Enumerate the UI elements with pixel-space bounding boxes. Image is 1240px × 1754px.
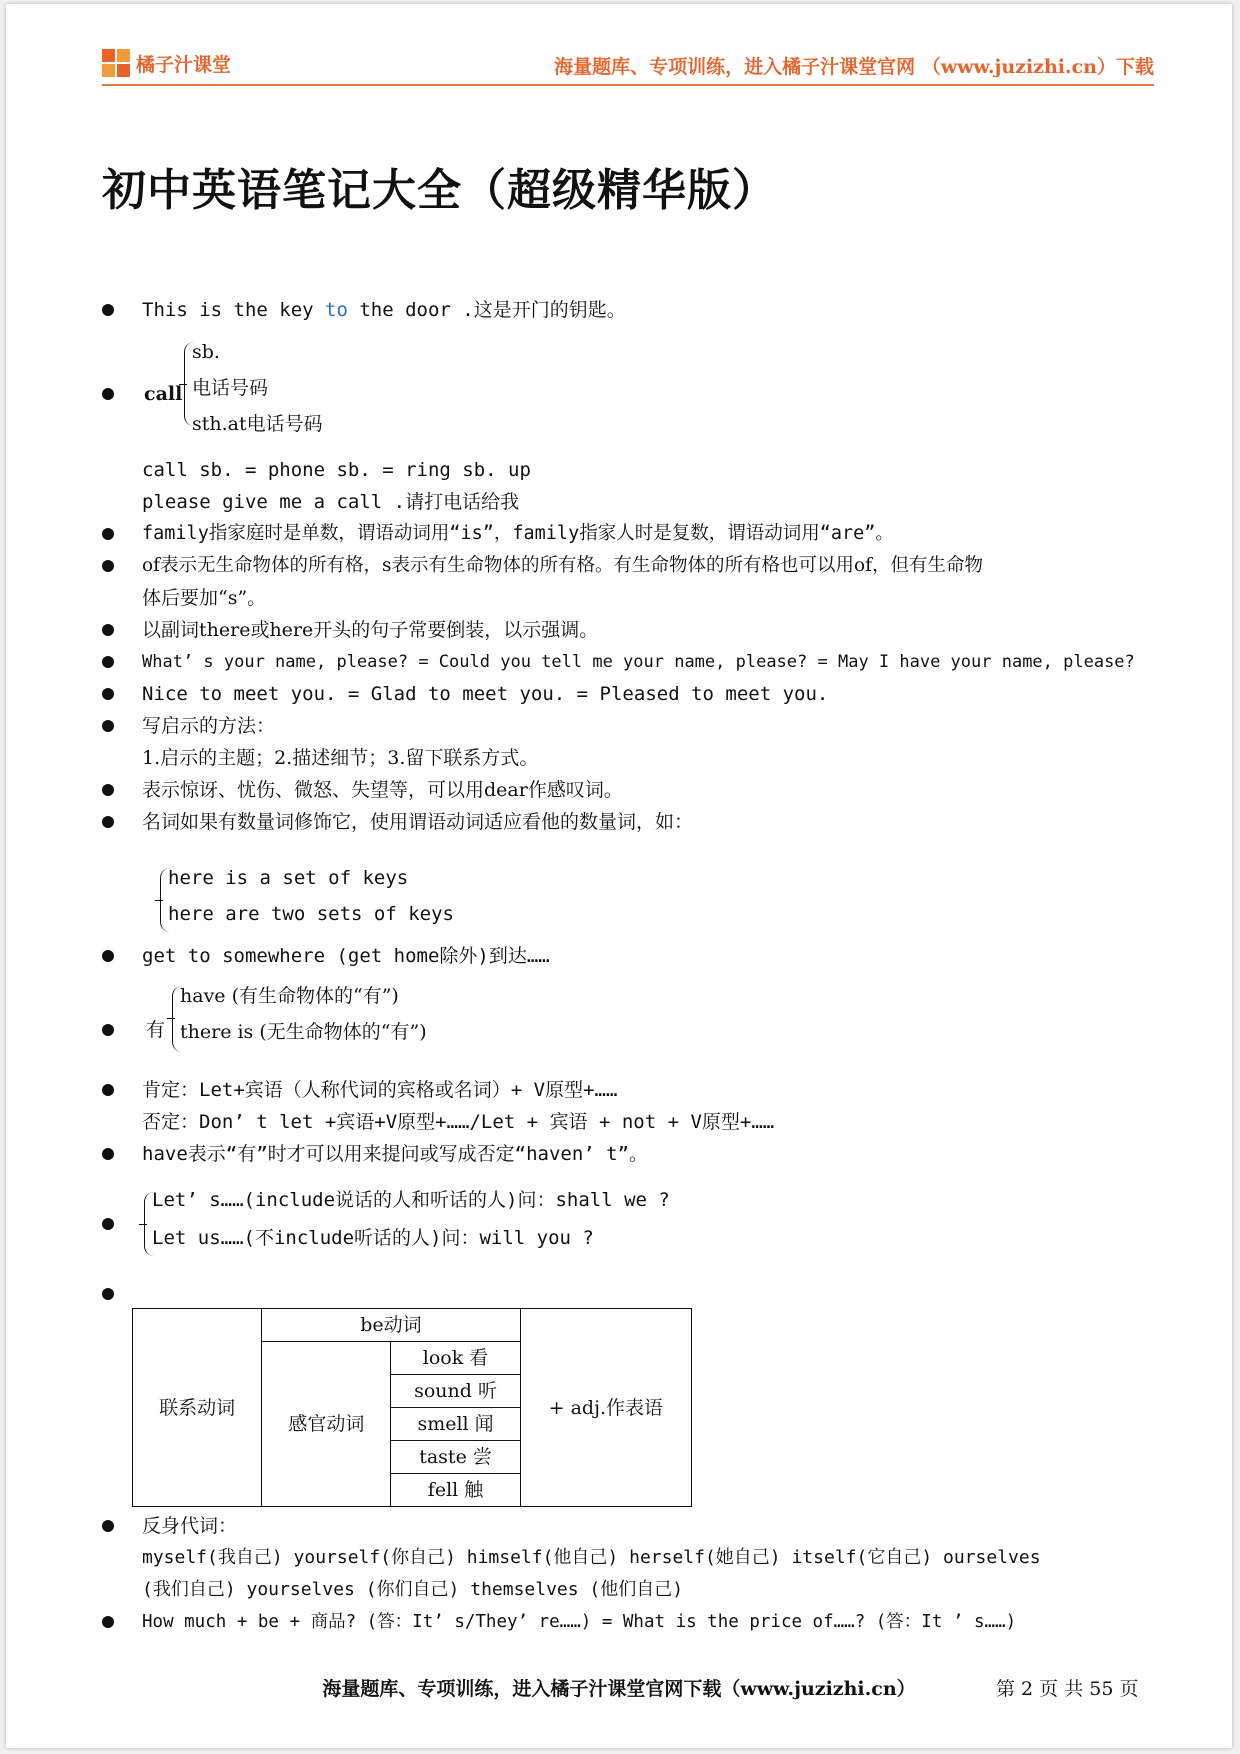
- have-inanimate: there is (无生命物体的“有”): [180, 1021, 427, 1043]
- brace-tick: [155, 900, 163, 901]
- bullet: [102, 624, 114, 636]
- note-notice-steps: 1.启示的主题；2.描述细节；3.留下联系方式。: [142, 747, 539, 769]
- note-get: get to somewhere (get home除外)到达……: [142, 945, 550, 967]
- note-lets: Let’ s……(include说话的人和听话的人)问：shall we ?: [152, 1189, 670, 1211]
- bullet: [102, 560, 114, 572]
- note-nice: Nice to meet you. = Glad to meet you. = Pleased to meet you.: [142, 683, 829, 705]
- note-have-question: have表示“有”时才可以用来提问或写成否定“haven’ t”。: [142, 1143, 649, 1165]
- bullet: [102, 1218, 114, 1230]
- bullet: [102, 1148, 114, 1160]
- keys-example-1: here is a set of keys: [168, 867, 409, 889]
- table-sense-fell: fell 触: [391, 1474, 520, 1507]
- bullet: [102, 656, 114, 668]
- header-slogan: 海量题库、专项训练，进入橘子汁课堂官网 （www.juzizhi.cn）下载: [554, 56, 1154, 78]
- bullet: [102, 950, 114, 962]
- footer-text: 海量题库、专项训练，进入橘子汁课堂官网下载（www.juzizhi.cn）: [322, 1678, 916, 1700]
- linking-verb-table: [132, 1308, 692, 1507]
- note-there-here: 以副词there或here开头的句子常要倒装，以示强调。: [142, 619, 599, 641]
- page-footer: [6, 1674, 1232, 1701]
- bullet: [102, 1084, 114, 1096]
- call-equivalents: call sb. = phone sb. = ring sb. up: [142, 459, 531, 481]
- bullet: [102, 720, 114, 732]
- call-label: call: [144, 383, 183, 405]
- call-option-phone: 电话号码: [192, 377, 269, 399]
- note-key-door: This is the key to the door .这是开门的钥匙。: [142, 299, 626, 321]
- bullet: [102, 784, 114, 796]
- have-animate: have (有生命物体的“有”): [180, 985, 399, 1007]
- note-dear: 表示惊讶、忧伤、微怒、失望等，可以用dear作感叹词。: [142, 779, 623, 801]
- table-linking-verb: 联系动词: [133, 1309, 262, 1507]
- note-reflexive-head: 反身代词：: [142, 1515, 238, 1537]
- note-of-line1: of表示无生命物体的所有格，s表示有生命物体的所有格。有生命物体的所有格也可以用of，但有生命物: [142, 555, 983, 576]
- logo: [102, 48, 231, 78]
- bullet: [102, 1520, 114, 1532]
- bullet: [102, 688, 114, 700]
- call-option-sb: sb.: [192, 341, 220, 363]
- document-page: [6, 4, 1232, 1748]
- bullet: [102, 1288, 114, 1300]
- table-sense-smell: smell 闻: [391, 1408, 520, 1441]
- note-of-line2: 体后要加“s”。: [142, 587, 267, 609]
- keys-example-2: here are two sets of keys: [168, 903, 454, 925]
- table-be-verb: be动词: [262, 1309, 520, 1342]
- table-sense-sound: sound 听: [391, 1375, 520, 1408]
- note-reflexive-1: myself(我自己) yourself(你自己) himself(他自己) herself(她自己) itself(它自己) ourselves: [142, 1547, 1041, 1568]
- note-reflexive-2: (我们自己) yourselves (你们自己) themselves (他们自己): [142, 1579, 684, 1600]
- brace-tick: [139, 1224, 147, 1225]
- page-number: 第 2 页 共 55 页: [996, 1678, 1139, 1700]
- table-sense-look: look 看: [391, 1342, 520, 1375]
- note-notice-head: 写启示的方法：: [142, 715, 276, 737]
- table-predicate: + adj.作表语: [520, 1309, 691, 1507]
- logo-icon: [102, 49, 130, 77]
- bullet: [102, 528, 114, 540]
- note-how-much: How much + be + 商品? (答：It’ s/They’ re……) = What is the price of……? (答：It ’ s……): [142, 1612, 1017, 1632]
- note-let-positive: 肯定：Let+宾语（人称代词的宾格或名词）+ V原型+……: [142, 1079, 618, 1101]
- bullet: [102, 304, 114, 316]
- table-sense-taste: taste 尝: [391, 1441, 520, 1474]
- note-family: family指家庭时是单数，谓语动词用“is”，family指家人时是复数，谓语动词用“are”。: [142, 523, 894, 544]
- call-please: please give me a call .请打电话给我: [142, 491, 520, 513]
- bullet: [102, 1616, 114, 1628]
- call-option-sth: sth.at电话号码: [192, 413, 323, 435]
- brace-tick: [167, 1018, 175, 1019]
- note-let-negative: 否定：Don’ t let +宾语+V原型+……/Let + 宾语 + not + V原型+……: [142, 1111, 775, 1133]
- have-label: 有: [146, 1019, 166, 1041]
- table-sense-verb: 感官动词: [262, 1342, 391, 1507]
- logo-text: 橘子汁课堂: [136, 53, 232, 76]
- page-title: 初中英语笔记大全（超级精华版）: [102, 165, 777, 216]
- bullet: [102, 1024, 114, 1036]
- bullet: [102, 388, 114, 400]
- page-header: [102, 48, 1154, 86]
- bullet: [102, 816, 114, 828]
- note-let-us: Let us……(不include听话的人)问：will you ?: [152, 1227, 594, 1249]
- note-name: What’ s your name, please? = Could you tell me your name, please? = May I have your name, please?: [142, 652, 1135, 672]
- note-noun: 名词如果有数量词修饰它，使用谓语动词适应看他的数量词，如：: [142, 811, 694, 833]
- brace-tick: [179, 384, 187, 385]
